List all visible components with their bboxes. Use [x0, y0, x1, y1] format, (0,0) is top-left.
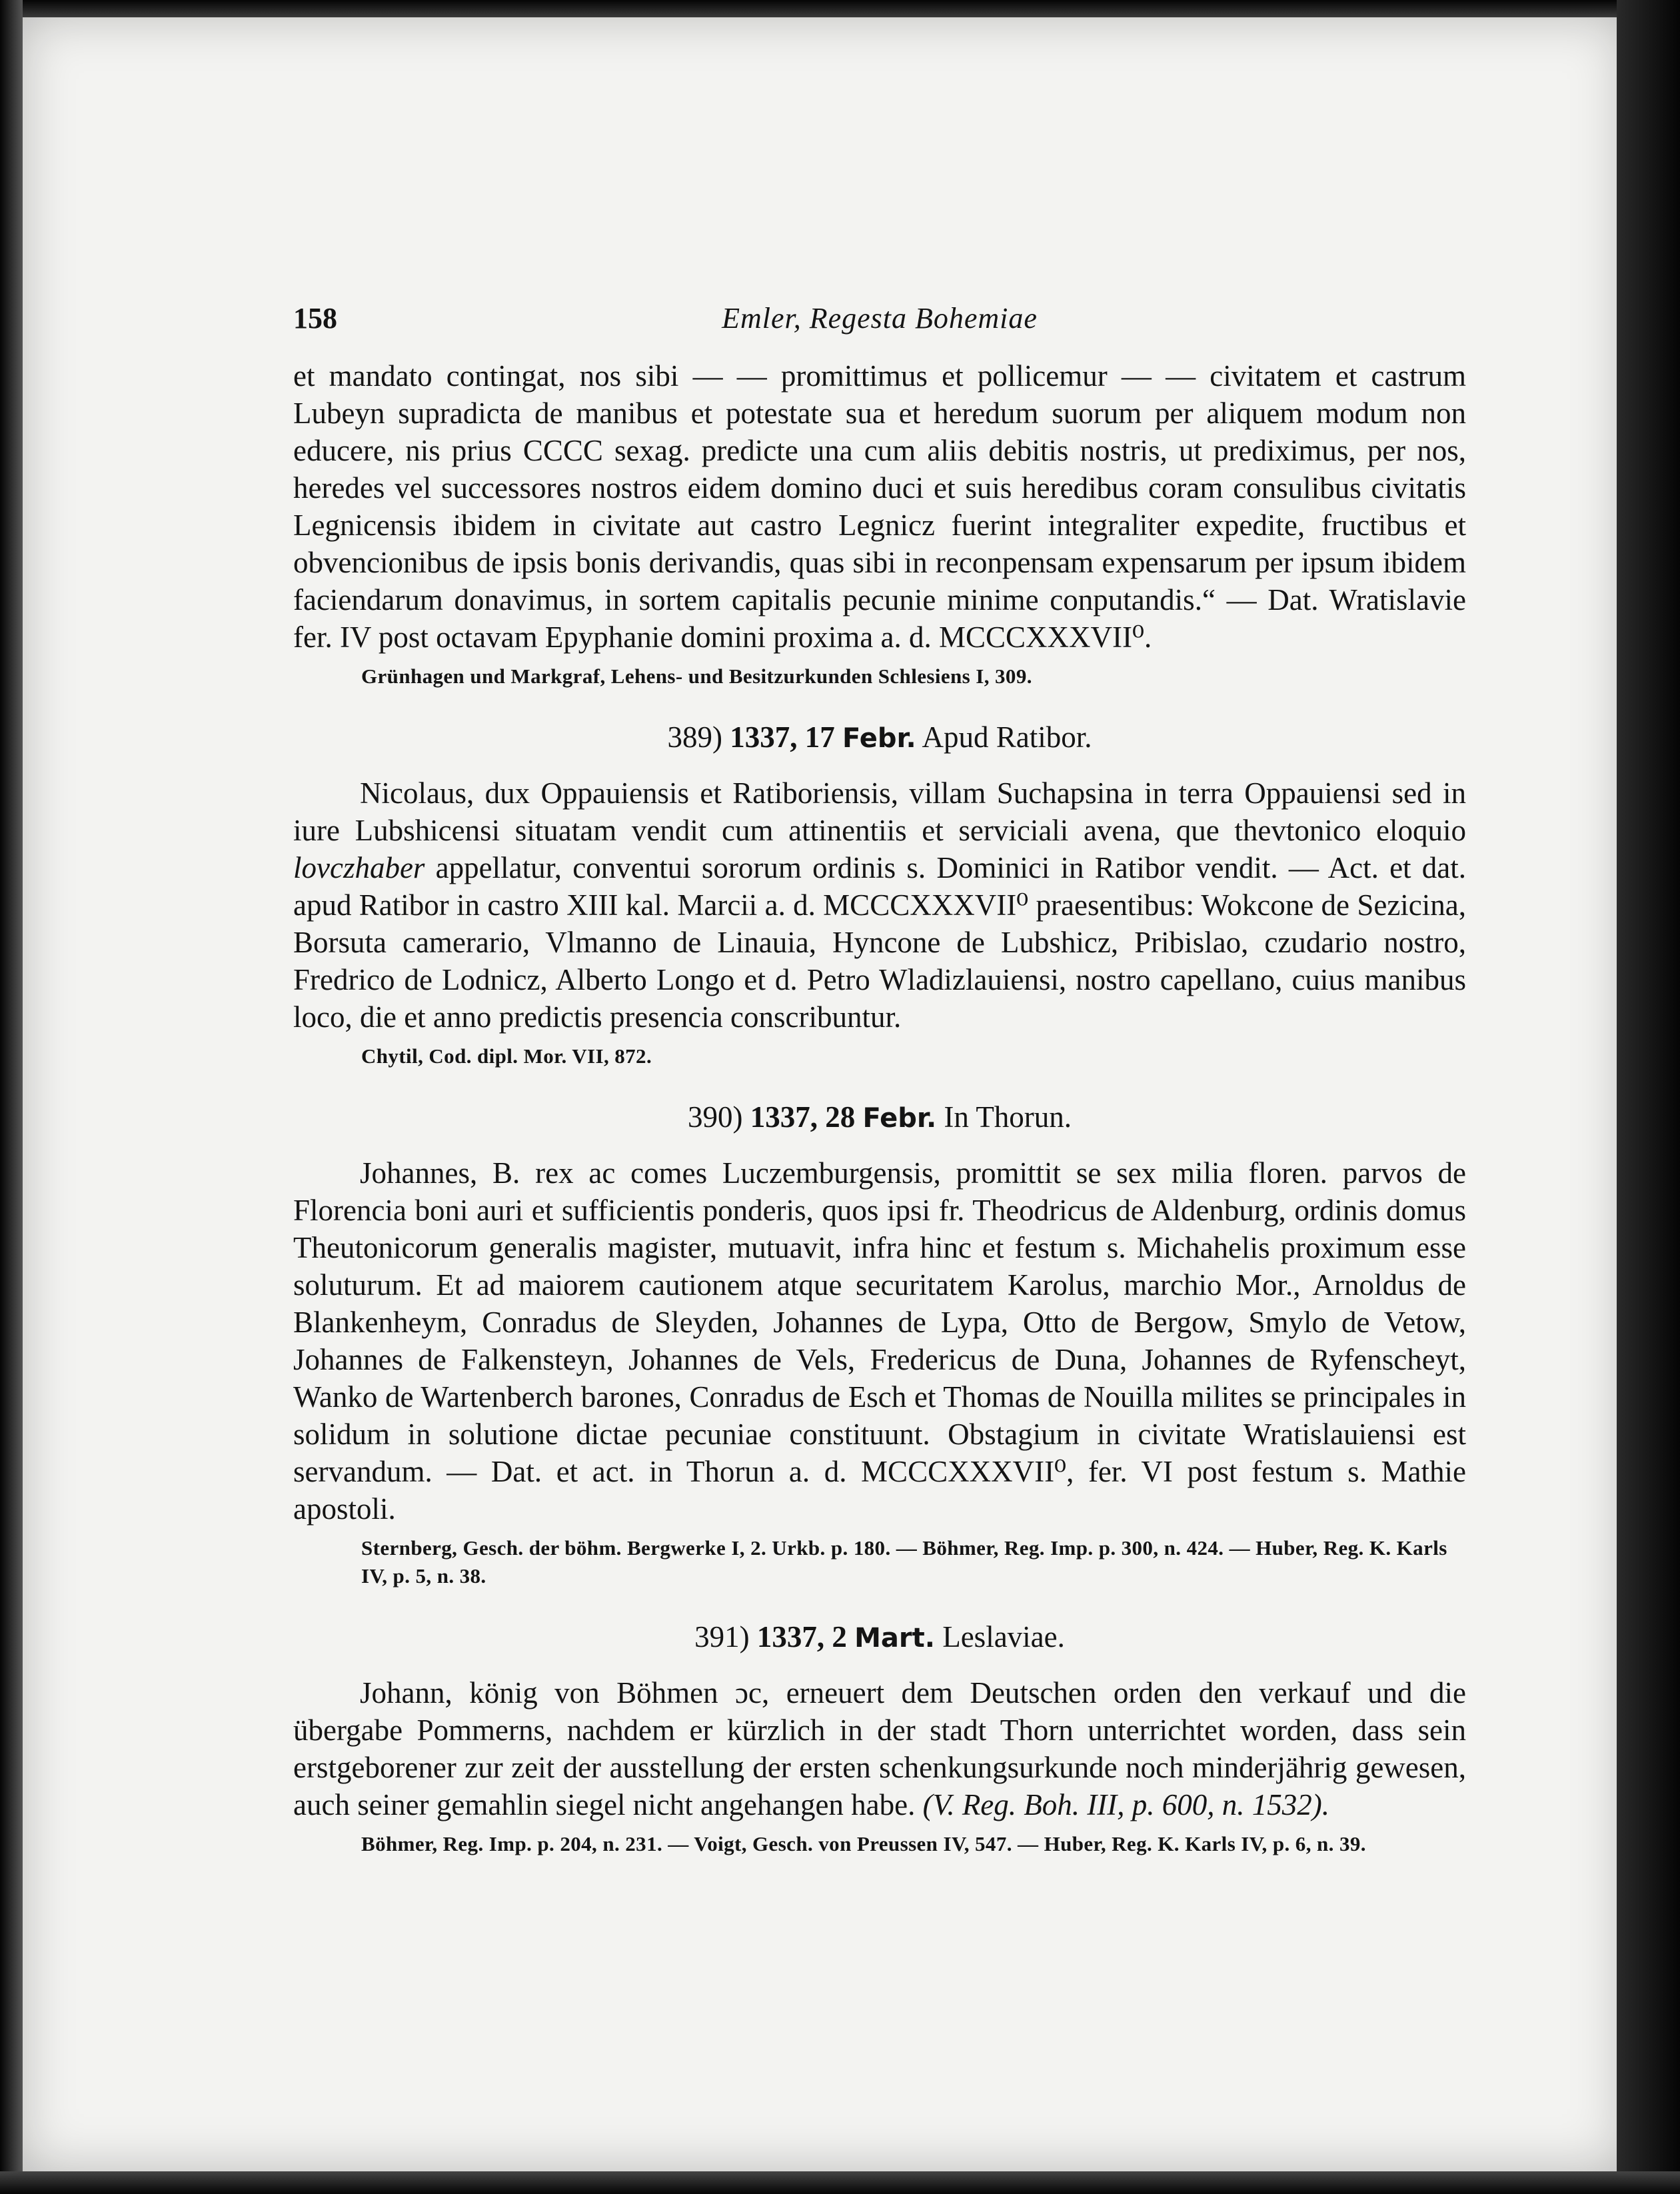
entry-text-389 [293, 774, 1466, 1036]
running-head [293, 301, 1466, 341]
vernacular-term: lovczhaber [293, 851, 425, 884]
entry-place: Leslaviae. [942, 1620, 1065, 1653]
entry-number: 391) [694, 1620, 750, 1653]
running-title: Emler, Regesta Bohemiae [722, 302, 1038, 335]
entry-place: Apud Ratibor. [922, 720, 1092, 754]
entry-heading-389 [293, 718, 1466, 757]
scan-border-top [0, 0, 1680, 17]
continuation-source: Grünhagen und Markgraf, Lehens- und Besitzurkunden Schlesiens I, 309. [361, 664, 1032, 688]
entry-date: 1337, 17 [730, 720, 835, 754]
entry-date: 1337, 28 [750, 1100, 856, 1134]
entry-text-part: appellatur, conventui sororum ordinis s. Dominici in Ratibor vendit. — Act. et dat. apud Ratibor in castro XIII kal. Marcii a. d. MCCCXXXVII⁰ praesentibus: Wokcone de Sezicina, Borsuta camerario, Vlmanno de Linauia, Hyncone de Lubshicz, Pribislao, czudario nostro, Fredrico de Lodnicz, Alberto Longo et d. Petro Wladizlauiensi, nostro capellano, cuius manibus loco, die et anno predictis presencia conscribuntur. [293, 851, 1466, 1034]
entry-source-391: Böhmer, Reg. Imp. p. 204, n. 231. — Voigt, Gesch. von Preussen IV, 547. — Huber, Reg. K. Karls IV, p. 6, n. 39. [361, 1832, 1366, 1855]
scan-border-left [0, 0, 23, 2194]
page-number: 158 [293, 302, 337, 335]
entry-text-part: Johann, könig von Böhmen ɔc, erneuert dem Deutschen orden den verkauf und die übergabe Pommerns, nachdem er kürzlich in der stadt Thorn unterrichtet worden, dass sein erstgeborener zur zeit der ausstellung der ersten schenkungsurkunde noch minderjährig gewesen, auch seiner gemahlin siegel nicht angehangen habe. [293, 1676, 1466, 1821]
entry-heading-390 [293, 1098, 1466, 1137]
continuation-text: et mandato contingat, nos sibi — — promittimus et pollicemur — — civitatem et castrum Lubeyn supradicta de manibus et potestate sua et heredum suorum per aliquem modum non educere, nis prius CCCC sexag. predicte una cum aliis debitis nostris, ut prediximus, per nos, heredes vel successores nostros eidem domino duci et suis heredibus coram consulibus civitatis Legnicensis ibidem in civitate aut castro Legnicz fuerint integraliter expedite, fructibus et obvencionibus de ipsis bonis derivandis, quas sibi in reconpensam expensarum per ipsum ibidem faciendarum donavimus, in sortem capitalis pecunie minime conputandis.“ — Dat. Wratislavie fer. IV post octavam Epyphanie domini proxima a. d. MCCCXXXVII⁰. [293, 359, 1466, 654]
entry-date: 1337, 2 [756, 1620, 847, 1653]
scan-border-bottom [0, 2171, 1680, 2194]
entry-month: Febr. [862, 1103, 937, 1134]
scanned-page [20, 15, 1626, 2173]
entry-text-391 [293, 1674, 1466, 1823]
entry-number: 389) [667, 720, 723, 754]
entry-month: Febr. [842, 723, 916, 754]
entry-number: 390) [687, 1100, 743, 1134]
entry-month: Mart. [854, 1623, 935, 1653]
page-content [293, 301, 1466, 1858]
entry-source-389: Chytil, Cod. dipl. Mor. VII, 872. [361, 1044, 652, 1068]
entry-text-390: Johannes, B. rex ac comes Luczemburgensis, promittit se sex milia floren. parvos de Florencia boni auri et sufficientis ponderis, quos ipsi fr. Theodricus de Aldenburg, ordinis domus Theutonicorum generalis magister, mutuavit, infra hinc et festum s. Michahelis proximum esse soluturum. Et ad maiorem cautionem atque securitatem Karolus, marchio Mor., Arnoldus de Blankenheym, Conradus de Sleyden, Johannes de Lypa, Otto de Bergow, Smylo de Vetow, Johannes de Falkensteyn, Johannes de Vels, Fredericus de Duna, Johannes de Ryfenscheyt, Wanko de Wartenberch barones, Conradus de Esch et Thomas de Nouilla milites se principales in solidum in solutione dictae pecuniae constituunt. Obstagium in civitate Wratislauiensi est servandum. — Dat. et act. in Thorun a. d. MCCCXXXVII⁰, fer. VI post festum s. Mathie apostoli. [293, 1156, 1466, 1526]
entry-source-390: Sternberg, Gesch. der böhm. Bergwerke I, 2. Urkb. p. 180. — Böhmer, Reg. Imp. p. 300, n. 424. — Huber, Reg. K. Karls IV, p. 5, n. 38. [361, 1536, 1447, 1588]
entry-place: In Thorun. [944, 1100, 1072, 1134]
entry-heading-391 [293, 1618, 1466, 1657]
cross-reference: (V. Reg. Boh. III, p. 600, n. 1532). [922, 1788, 1329, 1821]
entry-text-part: Nicolaus, dux Oppauiensis et Ratiboriensis, villam Suchapsina in terra Oppauiensi sed in iure Lubshicensi situatam vendit cum attinentiis et serviciali avena, que thevtonico eloquio [293, 776, 1466, 847]
scan-border-right [1617, 0, 1680, 2194]
